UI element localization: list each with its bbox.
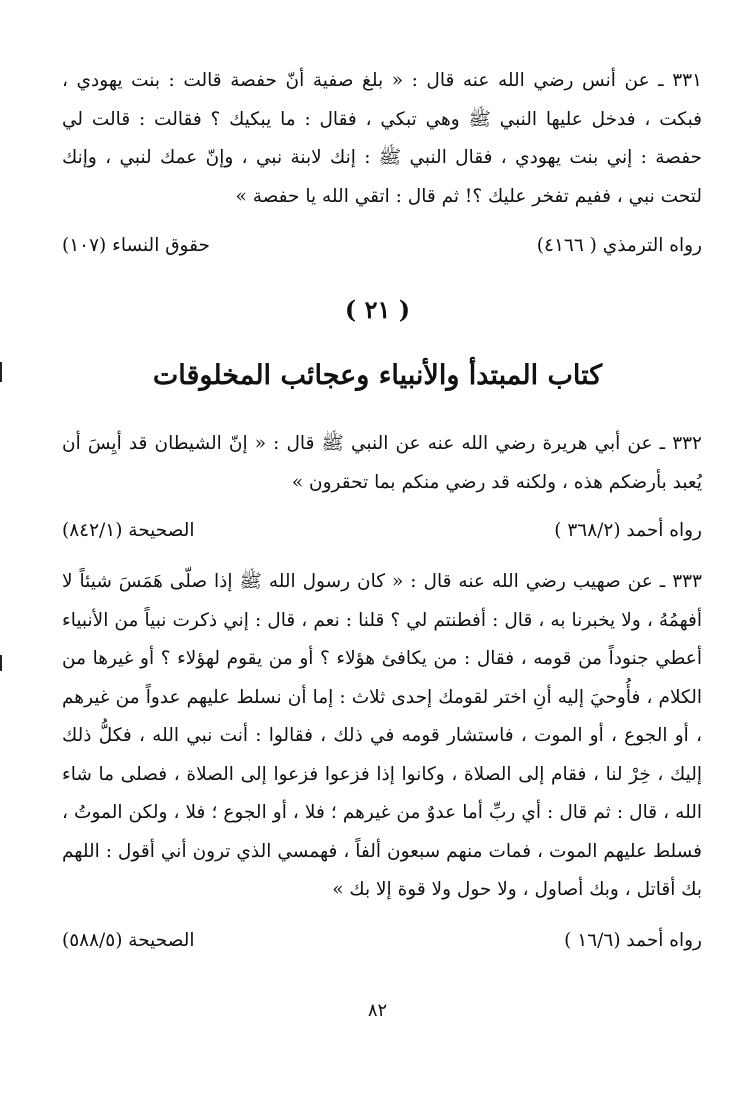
chapter-title: كتاب المبتدأ والأنبياء وعجائب المخلوقات	[152, 360, 603, 391]
hadith-333-source	[62, 930, 702, 960]
hadith-332-text: ٣٣٢ ـ عن أبي هريرة رضي الله عنه عن النبي ﷺ قال : « إنّ الشيطان قد أيِسَ أن يُعبد بأرضكم هذه ، ولكنه قد رضي منكم بما تحقرون »	[62, 433, 702, 493]
page-number: ٨٢	[367, 1000, 388, 1021]
chapter-number: ( ٢١ )	[344, 295, 411, 324]
hadith-333-reference: الصحيحة (٥٨٨/٥)	[62, 930, 195, 951]
hadith-333-text: ٣٣٣ ـ عن صهيب رضي الله عنه قال : « كان رسول الله ﷺ إذا صلّى هَمَسَ شيئاً لا أفهمُهُ ، ولا يخبرنا به ، قال : أفطنتم لي ؟ قلنا : نعم ، قال : إني ذكرت نبياً من الأنبياء أعطي جنوداً من قومه ، فقال : من يكافئ هؤلاء ؟ أو من يقوم لهؤلاء ؟ أو غيرها من الكلام ، فأُوحيَ إليه أنِ اختر لقومك إحدى ثلاث : إما أن نسلط عليهم عدواً من غيرهم ، أو الجوع ، أو الموت ، فاستشار قومه في ذلك ، فقالوا : أنت نبي الله ، فكلُّ ذلك إليك ، خِرْ لنا ، فقام إلى الصلاة ، وكانوا إذا فزعوا فزعوا إلى الصلاة ، فصلى ما شاء الله ، قال : ثم قال : أي ربِّ أما عدوٌ من غيرهم ؛ فلا ، أو الجوع ؛ فلا ، ولكن الموتُ ، فسلط عليهم الموت ، فمات منهم سبعون ألفاً ، فهمسي الذي ترون أني أقول : اللهم بك أقاتل ، وبك أصاول ، ولا حول ولا قوة إلا بك »	[62, 571, 702, 900]
hadith-332-reference: الصحيحة (٨٤٢/١)	[62, 520, 195, 541]
hadith-331-text: ٣٣١ ـ عن أنس رضي الله عنه قال : « بلغ صفية أنّ حفصة قالت : بنت يهودي ، فبكت ، فدخل عليها النبي ﷺ وهي تبكي ، فقال : ما يبكيك ؟ فقالت : قالت لي حفصة : إني بنت يهودي ، فقال النبي ﷺ : إنك لابنة نبي ، وإنّ عمك لنبي ، وإنك لتحت نبي ، ففيم تفخر عليك ؟! ثم قال : اتقي الله يا حفصة »	[62, 70, 702, 207]
hadith-331-reference: حقوق النساء (١٠٧)	[62, 235, 210, 256]
hadith-331-narrator: رواه الترمذي ( ٤١٦٦)	[536, 235, 702, 256]
hadith-332-source	[62, 520, 702, 550]
hadith-332-narrator: رواه أحمد (٣٦٨/٢ )	[554, 520, 702, 541]
scan-edge-mark	[0, 362, 2, 382]
scan-edge-mark	[0, 655, 2, 671]
hadith-333-narrator: رواه أحمد (١٦/٦ )	[564, 930, 702, 951]
hadith-331-source	[62, 235, 702, 265]
